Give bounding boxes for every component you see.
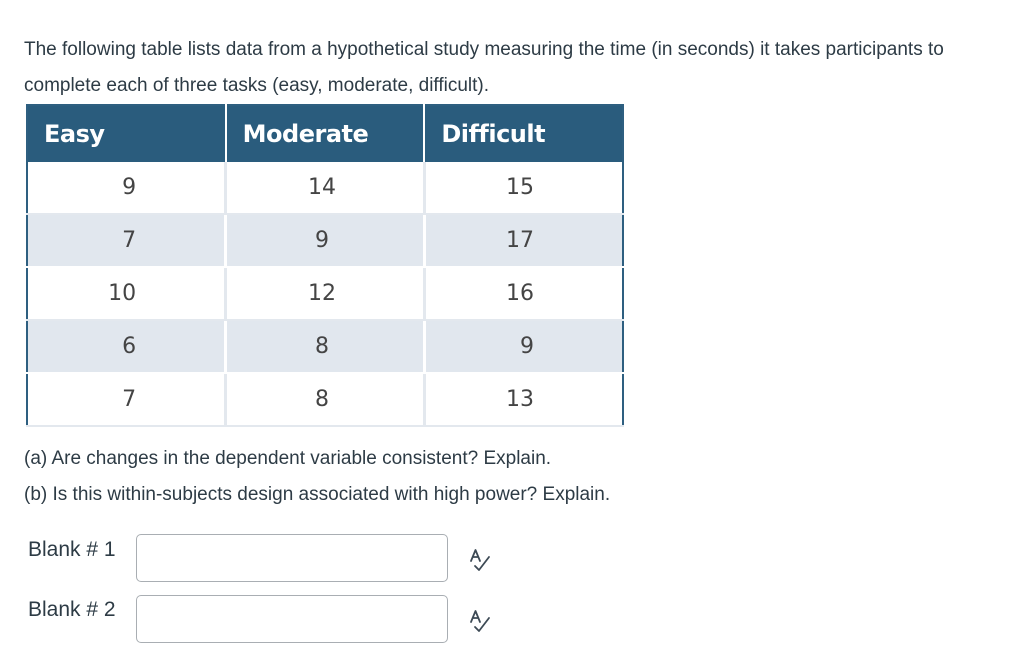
- table-row: [27, 320, 623, 373]
- cell-moderate: 8: [226, 320, 425, 373]
- blank-1-label: Blank # 1: [28, 538, 116, 561]
- header-moderate: Moderate: [226, 105, 425, 162]
- cell-easy: 6: [27, 320, 226, 373]
- cell-easy: 9: [27, 162, 226, 214]
- table-row: [27, 162, 623, 214]
- data-table: [26, 104, 624, 427]
- spellcheck-icon[interactable]: [468, 548, 492, 574]
- question-a: (a) Are changes in the dependent variable consistent? Explain.: [24, 448, 552, 469]
- blank-1-input[interactable]: [136, 534, 448, 582]
- cell-moderate: 14: [226, 162, 425, 214]
- cell-difficult: 13: [424, 373, 623, 426]
- blank-2-input[interactable]: [136, 595, 448, 643]
- header-easy: Easy: [27, 105, 226, 162]
- header-difficult: Difficult: [424, 105, 623, 162]
- cell-difficult: 9: [424, 320, 623, 373]
- cell-moderate: 9: [226, 214, 425, 267]
- question-intro: The following table lists data from a hypothetical study measuring the time (in seconds) it takes participants to complete each of three tasks (easy, moderate, difficult).: [24, 39, 944, 96]
- question-b: (b) Is this within-subjects design associated with high power? Explain.: [24, 484, 611, 505]
- cell-difficult: 15: [424, 162, 623, 214]
- cell-moderate: 12: [226, 267, 425, 320]
- cell-difficult: 17: [424, 214, 623, 267]
- table-header-row: [27, 105, 623, 162]
- blank-2-label: Blank # 2: [28, 598, 116, 621]
- cell-easy: 10: [27, 267, 226, 320]
- cell-difficult: 16: [424, 267, 623, 320]
- cell-easy: 7: [27, 373, 226, 426]
- spellcheck-icon[interactable]: [468, 609, 492, 635]
- table-row: [27, 373, 623, 426]
- table-row: [27, 214, 623, 267]
- table-row: [27, 267, 623, 320]
- cell-moderate: 8: [226, 373, 425, 426]
- cell-easy: 7: [27, 214, 226, 267]
